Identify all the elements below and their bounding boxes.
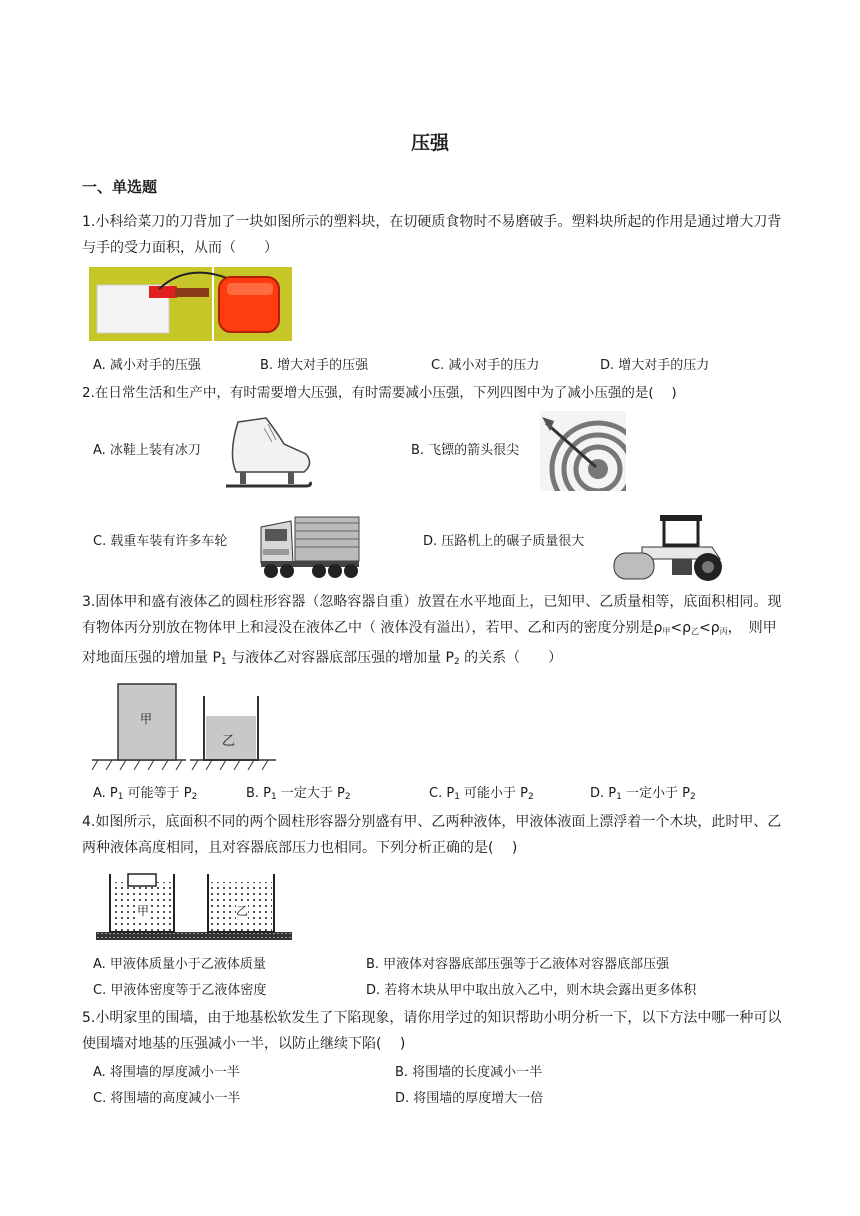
q2-option-c[interactable]: C. 载重车装有许多车轮 [93, 534, 228, 549]
two-liquid-containers-figure [96, 868, 292, 944]
heavy-truck-image [257, 505, 361, 585]
q3-option-d-sub1: 1 [616, 792, 622, 802]
q3-option-b[interactable] [246, 784, 351, 807]
solid-and-liquid-container-figure [90, 676, 280, 774]
q3-option-c-mid: 可能小于 P [459, 786, 529, 801]
q3-option-c[interactable] [429, 784, 534, 807]
q3-option-c-sub1: 1 [454, 792, 460, 802]
question-5-text: 5.小明家里的围墙，由于地基松软发生了下陷现象，请你用学过的知识帮助小明分析一下，以下方法中哪一种可以使围墙对地基的压强减小一半，以防止继续下陷( ) [82, 1010, 782, 1052]
q3-text-part-b: ， 则甲对地面压强的增加量 P [82, 620, 777, 666]
q1-option-c[interactable]: C. 减小对手的压力 [431, 358, 540, 373]
q3-option-c-prefix: C. P [429, 786, 455, 801]
q3-option-b-mid: 一定大于 P [276, 786, 345, 801]
q1-option-a[interactable]: A. 减小对手的压强 [93, 358, 201, 373]
q4-option-a[interactable]: A. 甲液体质量小于乙液体质量 [93, 957, 266, 972]
q5-option-a[interactable]: A. 将围墙的厚度减小一半 [93, 1065, 240, 1080]
q3-option-b-sub2: 2 [344, 792, 351, 802]
q3-sub-bing: 丙 [719, 627, 728, 636]
question-4-text: 4.如图所示，底面积不同的两个圆柱形容器分别盛有甲、乙两种液体，甲液体液面上漂浮着一个木块，此时甲、乙两种液体高度相同，且对容器底部压力也相同。下列分析正确的是( ) [82, 814, 782, 856]
q3-option-c-sub2: 2 [528, 792, 534, 802]
q3-sub-jia: 甲 [662, 627, 671, 636]
q4-option-b[interactable]: B. 甲液体对容器底部压强等于乙液体对容器底部压强 [366, 957, 670, 972]
q3-option-a[interactable] [93, 784, 197, 807]
q3-less-than-1: <ρ [670, 620, 691, 636]
q3-option-d-sub2: 2 [689, 792, 696, 802]
q3-text-part-a: 3.固体甲和盛有液体乙的圆柱形容器（忽略容器自重）放置在水平地面上，已知甲、乙质量相等，底面积相同。现有物体丙分别放在物体甲上和浸没在液体乙中（ 液体没有溢出），若甲、乙和丙的密度分别是ρ [82, 594, 782, 636]
q5-option-b[interactable]: B. 将围墙的长度减小一半 [395, 1065, 543, 1080]
question-3-text [82, 589, 782, 675]
q3-option-a-sub2: 2 [191, 792, 198, 802]
q3-option-b-prefix: B. P [246, 786, 272, 801]
q3-option-a-mid: 可能等于 P [123, 786, 192, 801]
road-roller-image [612, 513, 732, 585]
section-heading: 一、单选题 [82, 178, 158, 196]
q1-option-d[interactable]: D. 增大对手的压力 [600, 358, 710, 373]
q3-text-part-d: 的关系（ ） [459, 650, 563, 666]
q3-option-b-sub1: 1 [271, 792, 277, 802]
q4-option-d[interactable]: D. 若将木块从甲中取出放入乙中，则木块会露出更多体积 [366, 983, 697, 998]
q3-less-than-2: <ρ [698, 620, 720, 636]
q3-text-part-c: 与液体乙对容器底部压强的增加量 P [226, 650, 454, 666]
question-2-text: 2.在日常生活和生产中，有时需要增大压强，有时需要减小压强，下列四图中为了减小压强的是( ) [82, 385, 677, 401]
ice-skate-image [218, 414, 316, 496]
figure-label-yi: 乙 [222, 734, 236, 749]
q3-option-a-prefix: A. P [93, 786, 118, 801]
q3-option-d-prefix: D. P [590, 786, 617, 801]
question-1-text: 1.小科给菜刀的刀背加了一块如图所示的塑料块，在切硬质食物时不易磨破手。塑料块所起的作用是通过增大刀背与手的受力面积，从而（ ） [82, 214, 782, 256]
q1-option-b[interactable]: B. 增大对手的压强 [260, 358, 369, 373]
dart-target-image [540, 411, 626, 491]
q3-sub-yi: 乙 [690, 627, 699, 636]
q3-option-a-sub1: 1 [117, 792, 124, 802]
q2-option-b[interactable]: B. 飞镖的箭头很尖 [411, 443, 520, 458]
q3-sub-1: 1 [220, 657, 227, 667]
q4-option-c[interactable]: C. 甲液体密度等于乙液体密度 [93, 983, 267, 998]
q5-option-d[interactable]: D. 将围墙的厚度增大一倍 [395, 1091, 544, 1106]
q2-option-d[interactable]: D. 压路机上的碾子质量很大 [423, 534, 585, 549]
q3-option-d-mid: 一定小于 P [621, 786, 690, 801]
q5-option-c[interactable]: C. 将围墙的高度减小一半 [93, 1091, 241, 1106]
knife-plastic-block-image [89, 267, 292, 341]
q3-option-d[interactable] [590, 784, 696, 807]
figure-label-jia-liquid: 甲 [137, 904, 150, 918]
q2-option-a[interactable]: A. 冰鞋上装有冰刀 [93, 443, 201, 458]
figure-label-yi-liquid: 乙 [236, 904, 249, 918]
figure-label-jia: 甲 [140, 712, 153, 726]
page-title: 压强 [410, 132, 449, 154]
q3-sub-2: 2 [453, 657, 460, 667]
